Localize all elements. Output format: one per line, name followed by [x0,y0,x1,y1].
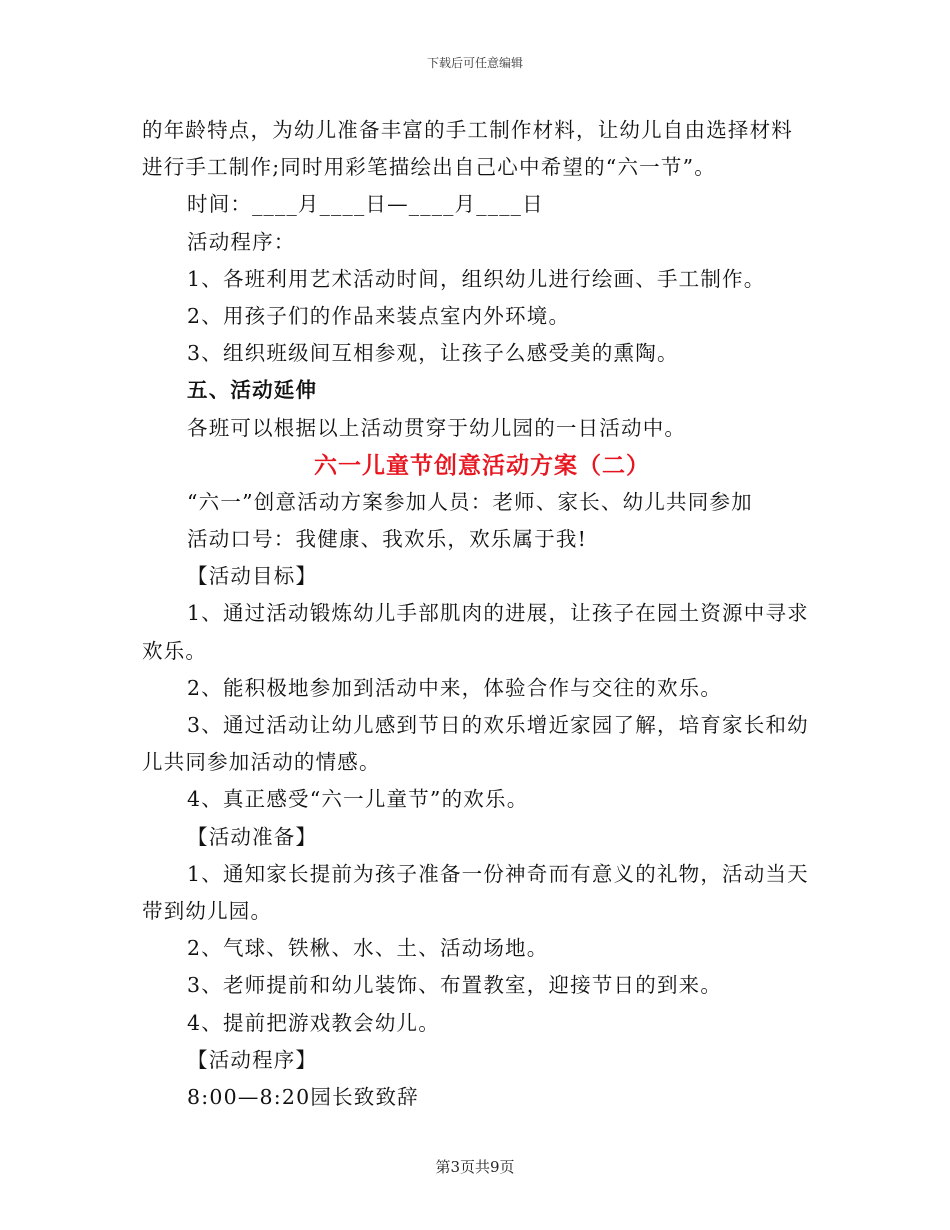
document-body [142,112,822,1116]
paragraph-line: 儿共同参加活动的情感。 [142,750,381,775]
paragraph-line: 活动程序： [187,229,296,254]
paragraph-line: 欢乐。 [142,638,208,663]
section-title: 六一儿童节创意活动方案（二） [314,451,650,479]
paragraph-line: 1、通知家长提前为孩子准备一份神奇而有意义的礼物，活动当天 [187,861,809,886]
paragraph-line: 1、各班利用艺术活动时间，组织幼儿进行绘画、手工制作。 [187,266,766,291]
paragraph-line: 4、真正感受“六一儿童节”的欢乐。 [187,787,529,812]
paragraph-line: 进行手工制作;同时用彩笔描绘出自己心中希望的“六一节”。 [142,155,716,180]
page-footer: 第3页共9页 [435,1158,515,1176]
paragraph-line: 【活动目标】 [187,564,318,589]
paragraph-line: 【活动程序】 [187,1047,318,1072]
paragraph-line: 活动口号：我健康、我欢乐，欢乐属于我! [187,527,588,552]
paragraph-line: 4、提前把游戏教会幼儿。 [187,1010,440,1035]
paragraph-line: 1、通过活动锻炼幼儿手部肌肉的进展，让孩子在园土资源中寻求 [187,601,809,626]
paragraph-line: 2、气球、铁楸、水、土、活动场地。 [187,936,549,961]
paragraph-line: 各班可以根据以上活动贯穿于幼儿园的一日活动中。 [187,415,687,440]
paragraph-line: 带到幼儿园。 [142,898,273,923]
paragraph-line: 3、老师提前和幼儿装饰、布置教室，迎接节日的到来。 [187,973,723,998]
paragraph-line: 8:00—8:20园长致致辞 [187,1084,419,1109]
paragraph-line: 2、用孩子们的作品来装点室内外环境。 [187,303,571,328]
paragraph-line: 3、通过活动让幼儿感到节日的欢乐增近家园了解，培育家长和幼 [187,713,809,737]
paragraph-line: “六一”创意活动方案参加人员：老师、家长、幼儿共同参加 [187,489,753,514]
paragraph-line: 【活动准备】 [187,824,318,849]
page-header: 下载后可任意编辑 [426,56,523,70]
section-heading: 五、活动延伸 [187,378,318,403]
paragraph-line: 时间：____月____日—____月____日 [187,192,544,217]
paragraph-line: 3、组织班级间互相参观，让孩子么感受美的熏陶。 [187,341,679,366]
paragraph-line: 的年龄特点，为幼儿准备丰富的手工制作材料，让幼儿自由选择材料 [142,118,793,142]
paragraph-line: 2、能积极地参加到活动中来，体验合作与交往的欢乐。 [187,675,723,700]
